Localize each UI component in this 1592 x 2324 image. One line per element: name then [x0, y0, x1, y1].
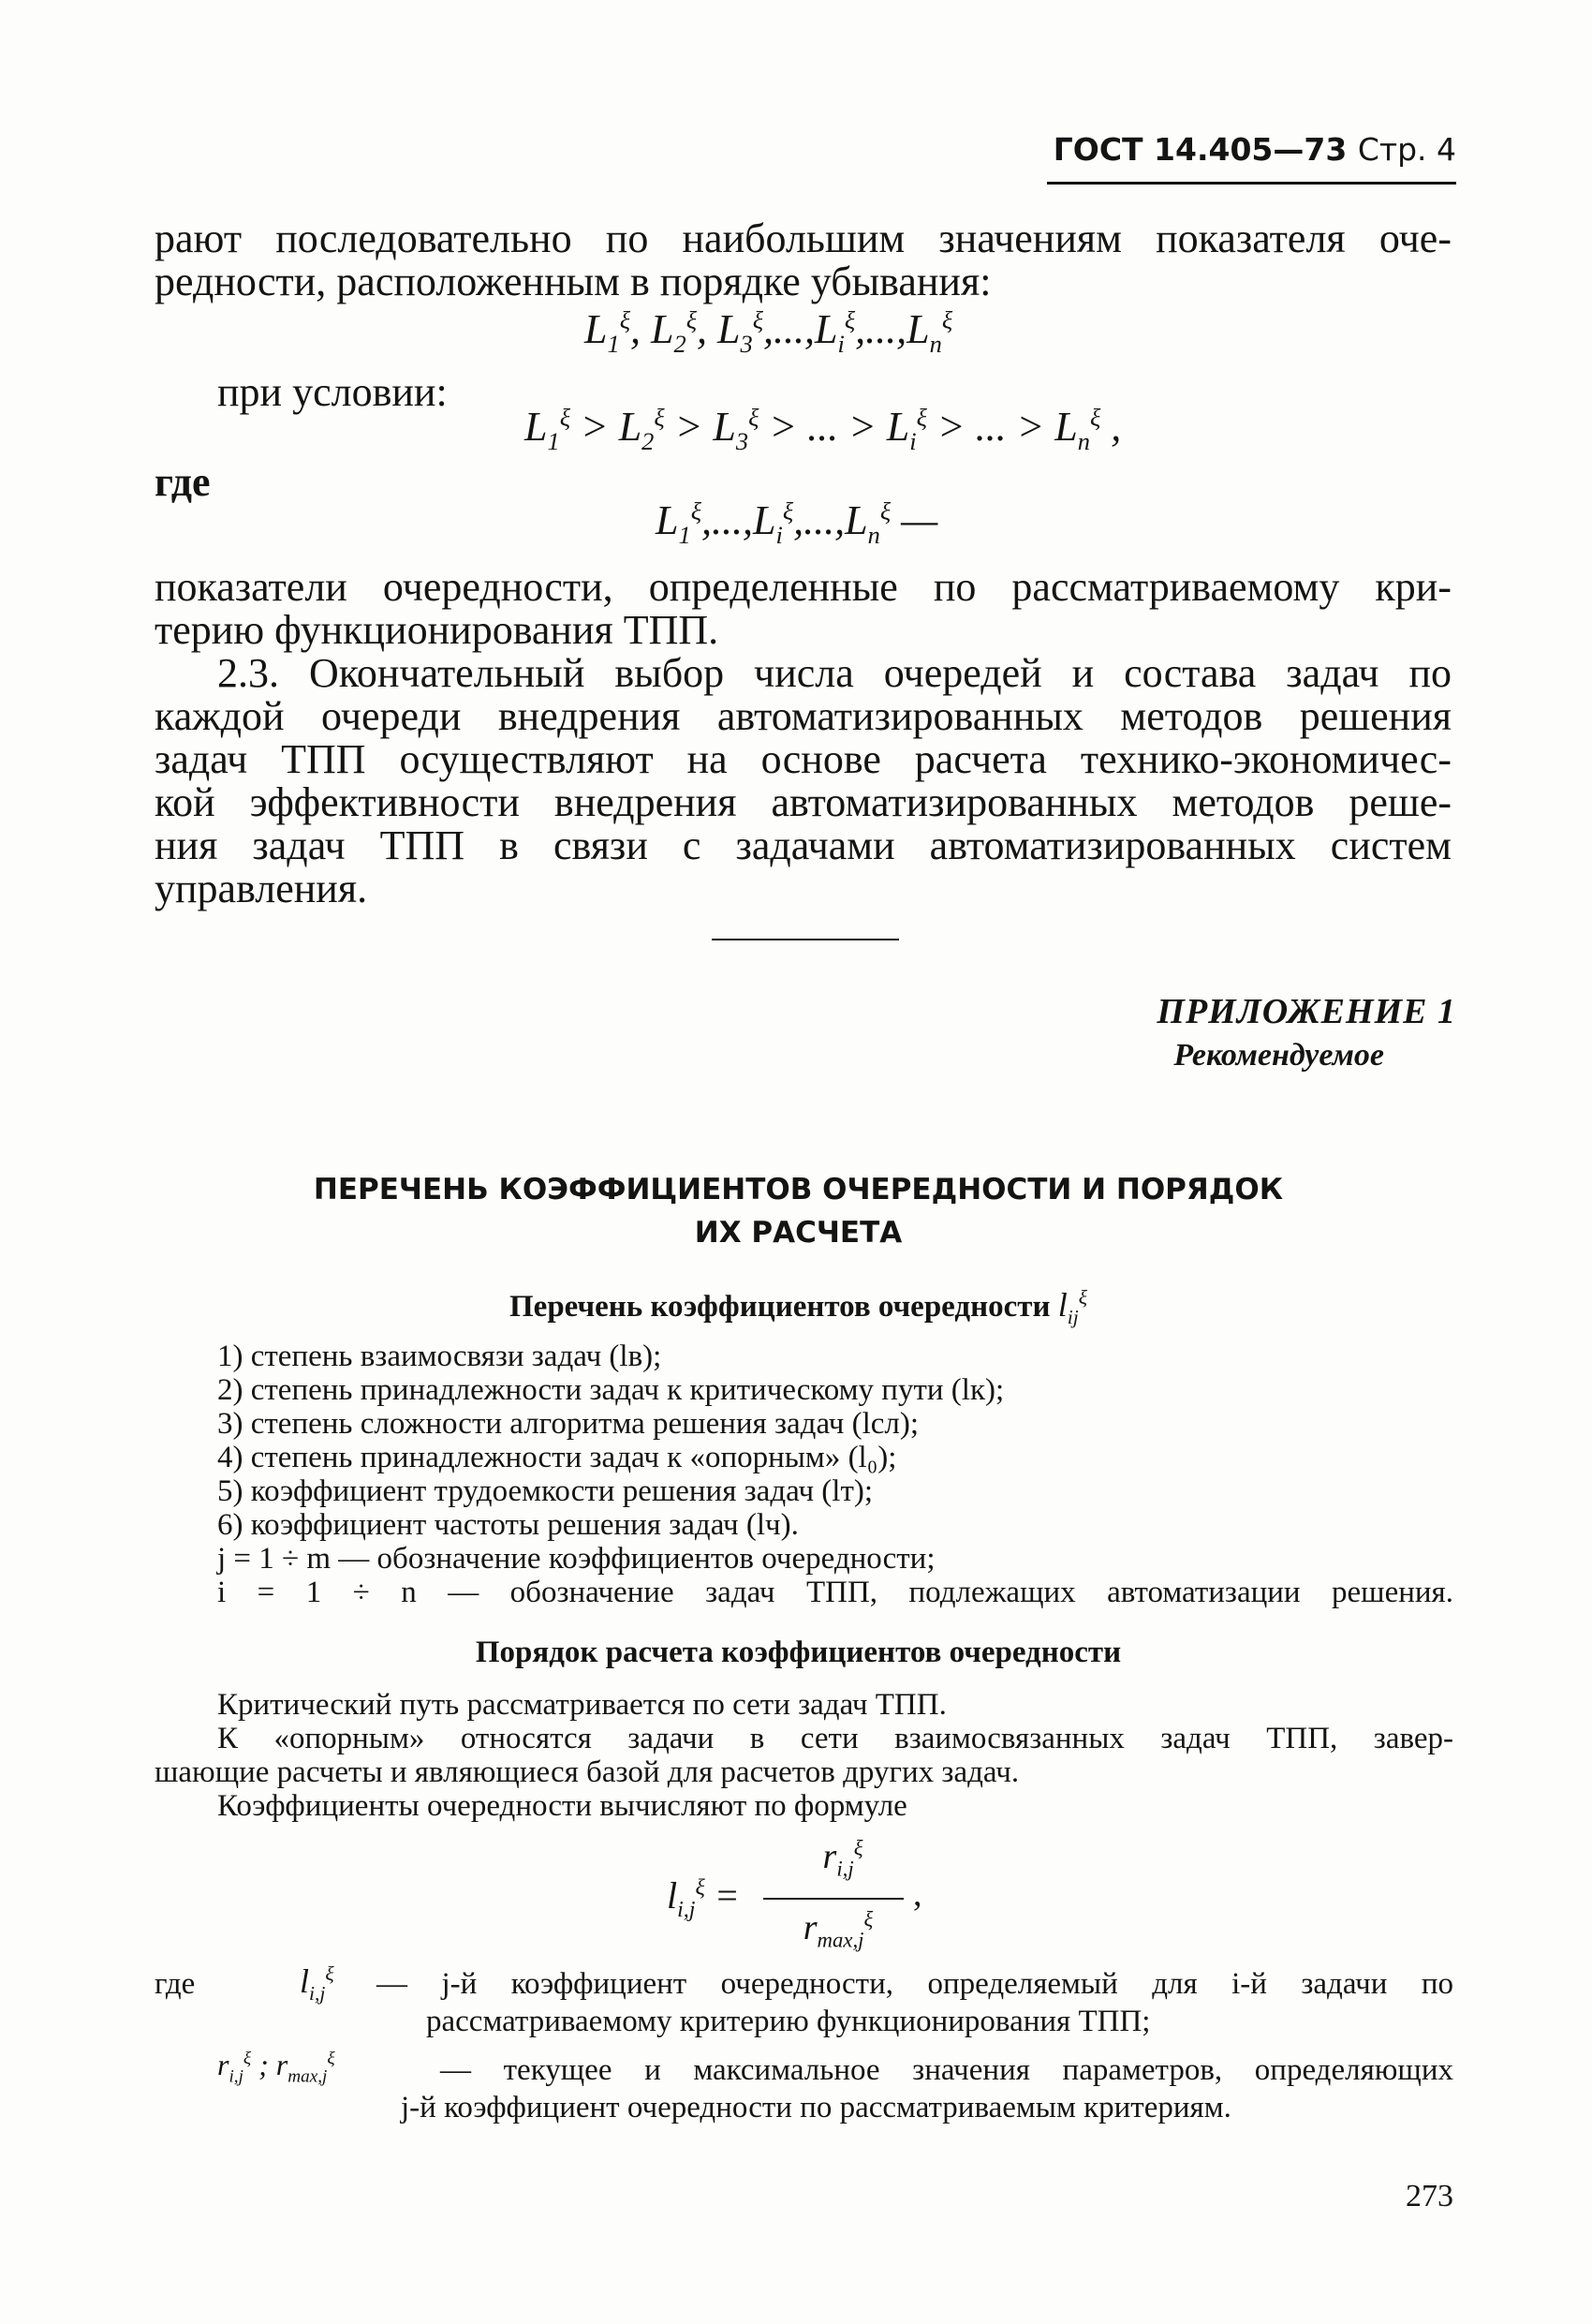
def1-line: — j-й коэффициент очередности, определяемый для i-й задачи по: [376, 1967, 1453, 2001]
where-label-2: где: [155, 1967, 196, 2001]
list-item: 4) степень принадлежности задач к «опорным» (l₀);: [217, 1441, 897, 1474]
formula-sequence: $L_1^\xi$, $L_2^\xi$, $L_3^\xi,...,L_i^\xi,...,L_n^\xi$: [584, 305, 953, 358]
gost-number: ГОСТ 14.405—73: [1053, 131, 1348, 168]
header-rule: [1047, 182, 1456, 185]
appendix-title-line2: ИХ РАСЧЕТА: [694, 1216, 903, 1250]
list-heading: [150, 1285, 1447, 1329]
section-divider: [712, 939, 899, 940]
formula-lhs: $l_{i,j}^\xi$ =: [667, 1874, 740, 1922]
calc-line: Критический путь рассматривается по сети задач ТПП.: [217, 1688, 947, 1722]
body-line: управления.: [155, 866, 368, 911]
appendix-title-line1: ПЕРЕЧЕНЬ КОЭФФИЦИЕНТОВ ОЧЕРЕДНОСТИ И ПОРЯДОК: [313, 1173, 1284, 1206]
body-line: задач ТПП осуществляют на основе расчета технико-экономичес-: [155, 736, 1452, 782]
body-line: ния задач ТПП в связи с задачами автоматизированных систем: [155, 822, 1452, 868]
def2-line: — текущее и максимальное значения параметров, определяющих: [440, 2053, 1453, 2087]
formula-comma: ,: [913, 1874, 922, 1914]
list-heading-symbol: $l_{ij}^\xi$: [1057, 1286, 1087, 1329]
fraction-bar: [763, 1898, 904, 1900]
calc-heading: Порядок расчета коэффициентов очередности: [475, 1636, 1122, 1669]
list-item: 1) степень взаимосвязи задач (lв);: [217, 1340, 662, 1373]
appendix-label: ПРИЛОЖЕНИЕ 1: [1157, 992, 1456, 1031]
def2-line: j-й коэффициент очередности по рассматриваемым критериям.: [401, 2091, 1231, 2124]
list-item: 3) степень сложности алгоритма решения задач (lсл);: [217, 1407, 920, 1441]
list-item: 6) коэффициент частоты решения задач (lч).: [217, 1508, 799, 1542]
body-line: редности, расположенным в порядке убывания:: [155, 259, 992, 304]
list-item: 5) коэффициент трудоемкости решения задач (lт);: [217, 1474, 874, 1508]
body-line: терию функционирования ТПП.: [155, 607, 719, 653]
coefficient-list: [217, 1340, 1453, 1609]
body-line: каждой очереди внедрения автоматизированных методов решения: [155, 693, 1452, 739]
body-line: рают последовательно по наибольшим значениям показателя оче-: [155, 215, 1452, 261]
formula-inequality: $L_1^\xi > L_2^\xi > L_3^\xi$ > ... > $L_i^\xi$ > ... > $L_n^\xi$ ,: [524, 403, 1122, 455]
formula-indicators: $L_1^\xi,...,L_i^\xi,...,L_n^\xi$ —: [656, 496, 938, 549]
body-line: 2.3. Окончательный выбор числа очередей и состава задач по: [217, 650, 1452, 696]
list-heading-text: Перечень коэффициентов очередности: [509, 1290, 1051, 1324]
formula-numerator: $r_{i,j}^\xi$: [822, 1836, 863, 1881]
where-label: где: [155, 459, 211, 505]
body-line: кой эффективности внедрения автоматизированных методов реше-: [155, 779, 1452, 825]
calc-line: шающие расчеты и являющиеся базой для расчетов других задач.: [155, 1755, 1020, 1789]
def1-line: рассматриваемому критерию функционирования ТПП;: [426, 2005, 1151, 2038]
page-label: Стр. 4: [1357, 131, 1456, 168]
calc-line: Коэффициенты очередности вычисляют по формуле: [217, 1789, 907, 1823]
def2-symbol: $r_{i,j}^\xi$ ; $r_{max,j}^\xi$: [217, 2048, 335, 2087]
i-definition: i = 1 ÷ n — обозначение задач ТПП, подлежащих автоматизации решения.: [217, 1576, 1453, 1609]
j-definition: j = 1 ÷ m — обозначение коэффициентов очередности;: [217, 1542, 936, 1576]
def1-symbol: $l_{i,j}^\xi$: [300, 1962, 334, 2006]
formula-denominator: $r_{max,j}^\xi$: [803, 1907, 874, 1952]
list-item: 2) степень принадлежности задач к критическому пути (lк);: [217, 1373, 1005, 1407]
calc-line: К «опорным» относятся задачи в сети взаимосвязанных задач ТПП, завер-: [217, 1722, 1453, 1755]
page-number: 273: [1406, 2179, 1453, 2213]
running-header: [1047, 131, 1456, 168]
body-line: показатели очередности, определенные по рассматриваемому кри-: [155, 564, 1452, 610]
condition-label: при условии:: [217, 369, 448, 415]
appendix-status: Рекомендуемое: [1173, 1038, 1384, 1073]
